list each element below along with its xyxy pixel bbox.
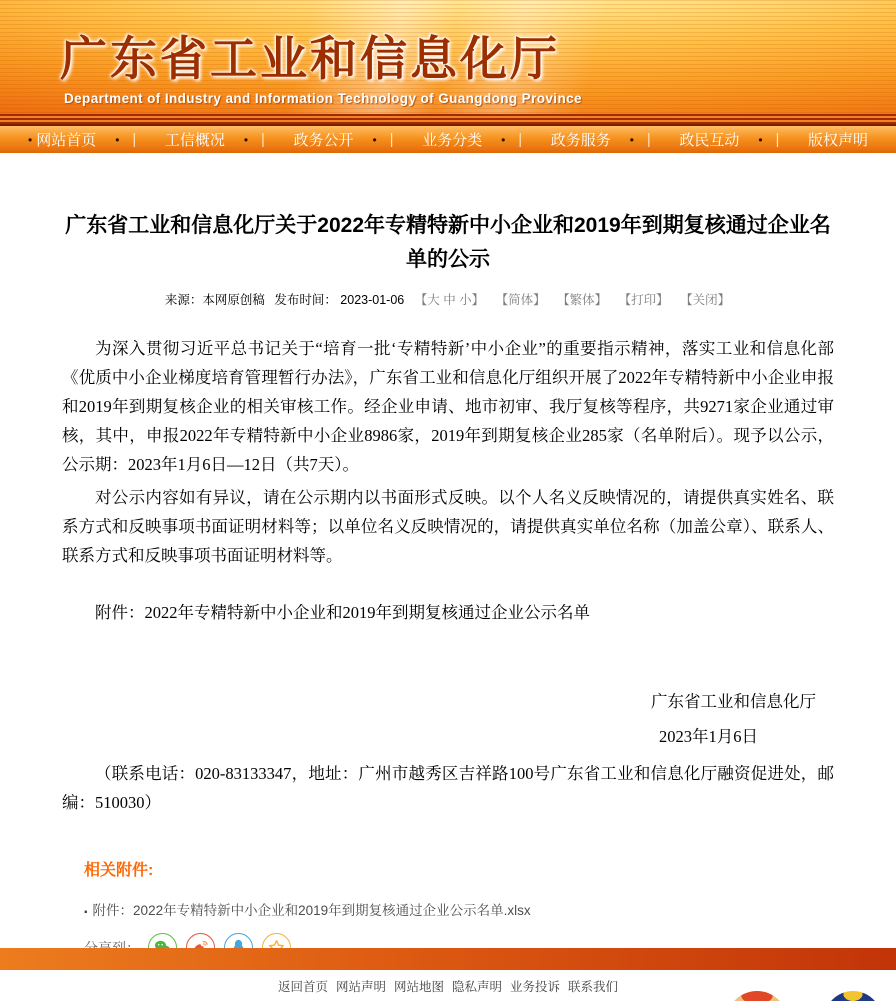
site-banner [0, 0, 896, 114]
nav-item-wrap [36, 129, 136, 150]
dot-icon: • [115, 133, 120, 147]
dot-icon: • [758, 133, 763, 147]
attachment-reference-line: 附件：2022年专精特新中小企业和2019年到期复核通过企业公示名单 [95, 603, 590, 622]
simplified-chinese-button[interactable]: 【简体】 [495, 293, 546, 307]
paragraph-1: 为深入贯彻习近平总书记关于“培育一批‘专精特新’中小企业”的重要指示精神，落实工业和信息化部《优质中小企业梯度培育管理暂行办法》，广东省工业和信息化厅组织开展了2022年专精特新中小企业申报和2019年到期复核企业的相关审核工作。经企业申请、地市初审、我厅复核等程序，共9271家企业通过审核，其中，申报2022年专精特新中小企业8986家，2019年到期复核企业285家（名单附后）。现予以公示，公示期：2023年1月6日—12日（共7天）。 [62, 339, 834, 474]
nav-items [36, 129, 868, 150]
pipe-divider: | [261, 131, 265, 148]
nav-separator [353, 131, 393, 148]
site-subtitle-english: Department of Industry and Information Technology of Guangdong Province [64, 91, 582, 106]
font-size-control[interactable]: 【大 中 小】 [414, 293, 485, 307]
related-attachments-heading: 相关附件: [84, 862, 154, 879]
footer-accent-bar [0, 948, 896, 970]
meta-source: 来源：本网原创稿 [164, 293, 265, 307]
nav-separator [96, 131, 136, 148]
nav-item[interactable]: 业务分类 [422, 132, 483, 149]
pipe-divider: | [132, 131, 137, 148]
footer-link[interactable]: 业务投诉 [510, 979, 561, 994]
nav-item[interactable]: 政务服务 [550, 132, 611, 149]
nav-lead-bullet-icon: • [28, 132, 33, 147]
nav-item-wrap [293, 129, 393, 150]
dot-icon: • [372, 133, 377, 147]
striped-divider [0, 114, 896, 124]
square-bullet-icon: ▪ [84, 907, 88, 918]
footer-link[interactable]: 联系我们 [568, 979, 619, 994]
issue-date: 2023年1月6日 [659, 727, 758, 746]
nav-separator [225, 131, 265, 148]
pipe-divider: | [389, 131, 394, 148]
nav-separator [739, 131, 779, 148]
print-button[interactable]: 【打印】 [618, 293, 669, 307]
footer-link[interactable]: 返回首页 [277, 979, 328, 994]
nav-item-wrap [422, 129, 522, 150]
nav-item-wrap [808, 129, 868, 150]
nav-item[interactable]: 版权声明 [807, 132, 868, 149]
attachment-file-link[interactable]: 2022年专精特新中小企业和2019年到期复核通过企业公示名单.xlsx [133, 903, 531, 918]
dot-icon: • [629, 133, 634, 147]
article-body [62, 334, 834, 570]
footer-link[interactable]: 隐私声明 [452, 979, 503, 994]
attachment-label: 附件： [92, 903, 134, 918]
contact-info: （联系电话：020-83133347，地址：广州市越秀区吉祥路100号广东省工业和信息化厅融资促进处，邮编：510030） [62, 764, 834, 812]
article-title: 广东省工业和信息化厅关于2022年专精特新中小企业和2019年到期复核通过企业名单的公示 [65, 214, 831, 271]
pipe-divider: | [518, 131, 523, 148]
footer-link[interactable]: 网站地图 [393, 979, 444, 994]
dot-icon: • [243, 133, 249, 147]
related-attachments-section [62, 857, 834, 962]
nav-item[interactable]: 工信概况 [164, 132, 225, 149]
article-meta [62, 290, 834, 308]
nav-separator [482, 131, 522, 148]
nav-item-wrap [679, 129, 779, 150]
paragraph-2: 对公示内容如有异议，请在公示期内以书面形式反映。以个人名义反映情况的，请提供真实姓名、联系方式和反映事项书面证明材料等；以单位名义反映情况的，请提供真实单位名称（加盖公章）、联系人、联系方式和反映事项书面证明材料等。 [62, 488, 834, 565]
meta-publish-time: 发布时间： 2023-01-06 [274, 293, 405, 307]
nav-item-wrap [165, 129, 265, 150]
nav-separator [611, 131, 651, 148]
footer-link[interactable]: 网站声明 [335, 979, 386, 994]
pipe-divider: | [775, 131, 780, 148]
issuing-authority: 广东省工业和信息化厅 [651, 692, 816, 711]
nav-item[interactable]: 政民互动 [679, 132, 740, 149]
nav-item[interactable]: 网站首页 [36, 132, 97, 149]
nav-item-wrap [551, 129, 651, 150]
article-content [62, 153, 834, 962]
pipe-divider: | [646, 131, 651, 148]
attachment-list-item [84, 899, 834, 919]
traditional-chinese-button[interactable]: 【繁体】 [557, 293, 608, 307]
nav-item[interactable]: 政务公开 [293, 132, 354, 149]
site-title: 广东省工业和信息化厅 [60, 32, 560, 85]
main-nav [0, 124, 896, 153]
dot-icon: • [501, 133, 506, 147]
close-button[interactable]: 【关闭】 [680, 293, 731, 307]
